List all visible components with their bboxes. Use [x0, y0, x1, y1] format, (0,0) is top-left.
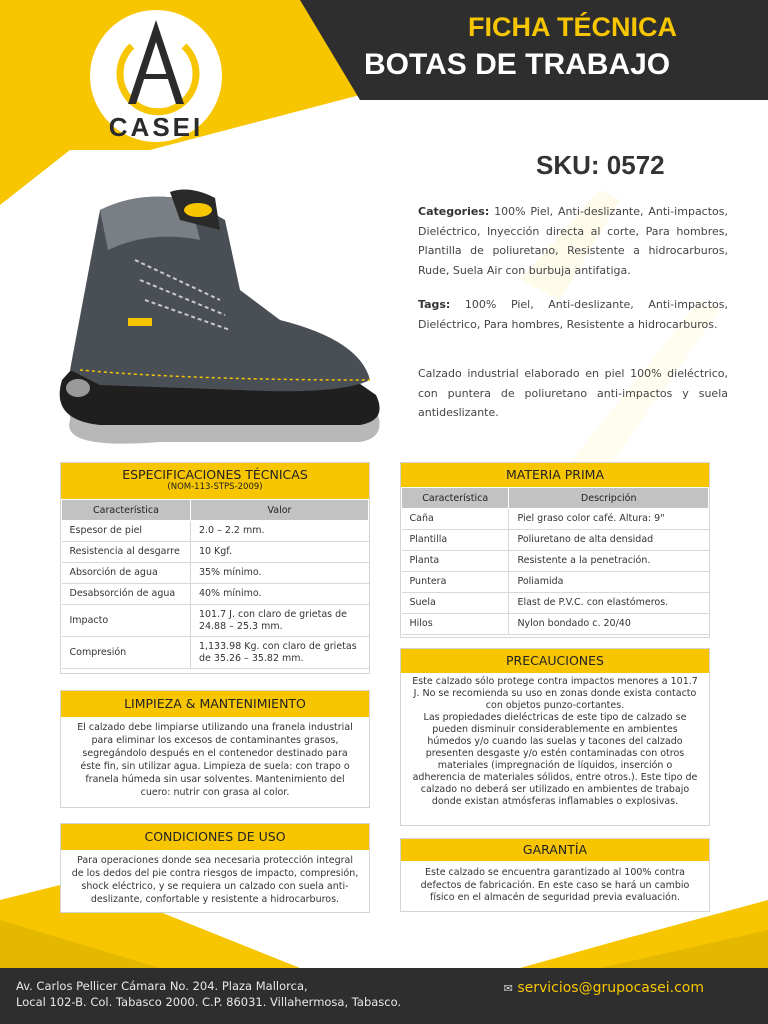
table-cell: Suela [402, 593, 509, 614]
materials-title: MATERIA PRIMA [401, 463, 709, 487]
table-cell: Resistencia al desgarre [62, 542, 191, 563]
tags-paragraph [418, 295, 728, 334]
casei-logo [88, 8, 224, 158]
table-row [402, 551, 709, 572]
footer-email[interactable] [504, 980, 704, 996]
precautions-title: PRECAUCIONES [401, 649, 709, 673]
materials-col-characteristic: Característica [402, 488, 509, 509]
precautions-section [400, 648, 710, 826]
table-row [402, 530, 709, 551]
materials-col-description: Descripción [509, 488, 709, 509]
table-cell: Elast de P.V.C. con elastómeros. [509, 593, 709, 614]
usage-text: Para operaciones donde sea necesaria protección integral de los dedos del pie contra riesgos de impacto, compresión, shock eléctrico, y se requiera un calzado con suela anti-deslizante, confortable y resistente a hidrocarburos. [71, 855, 359, 905]
warranty-text: Este calzado se encuentra garantizado al 100% contra defectos de fabricación. En este caso se hará un cambio físico en el almacén de seguridad previa evaluación. [420, 867, 690, 903]
table-cell: Nylon bondado c. 20/40 [509, 614, 709, 635]
sku-label: SKU: 0572 [536, 150, 665, 180]
table-cell: 40% mínimo. [190, 584, 368, 605]
table-cell: 35% mínimo. [190, 563, 368, 584]
specs-title: ESPECIFICACIONES TÉCNICAS [122, 467, 308, 482]
address-line-2: Local 102-B. Col. Tabasco 2000. C.P. 86031. Villahermosa, Tabasco. [16, 995, 402, 1009]
table-cell: Plantilla [402, 530, 509, 551]
tags-text: 100% Piel, Anti-deslizante, Anti-impactos, Dieléctrico, Para hombres, Resistente a hidrocarburos. [418, 298, 728, 331]
materials-table [401, 487, 709, 635]
table-cell: Espesor de piel [62, 521, 191, 542]
specs-col-value: Valor [190, 500, 368, 521]
specs-norm: (NOM-113-STPS-2009) [167, 482, 263, 492]
specs-header [61, 463, 369, 499]
table-cell: 1,133.98 Kg. con claro de grietas de 35.26 – 35.82 mm. [190, 637, 368, 669]
table-row [402, 509, 709, 530]
cleaning-text: El calzado debe limpiarse utilizando una franela industrial para eliminar los excesos de contaminantes grasos, segregándolo después en el contenedor destinado para éste fin, sin utilizar agua. Limpieza de suela: con trapo o franela húmeda sin usar solventes. Mantenimiento del cuero: nutrir con grasa al color. [77, 722, 353, 798]
email-text: servicios@grupocasei.com [517, 980, 704, 996]
header-title: FICHA TÉCNICA [468, 12, 677, 42]
footer-address [16, 978, 401, 1010]
table-row [62, 605, 369, 637]
table-cell: Poliamida [509, 572, 709, 593]
header-subtitle: BOTAS DE TRABAJO [364, 48, 671, 81]
categories-label: Categories: [418, 205, 490, 218]
table-cell: Poliuretano de alta densidad [509, 530, 709, 551]
table-row [62, 637, 369, 669]
specs-section [60, 462, 370, 674]
table-row [62, 563, 369, 584]
logo-text: CASEI [108, 112, 204, 142]
warranty-title: GARANTÍA [401, 839, 709, 861]
warranty-section [400, 838, 710, 912]
precautions-text-2: Las propiedades dieléctricas de este tipo de calzado se pueden disminuir considerablemente en ambientes húmedos y/o cuando las suelas y tacones del calzado presenten desgaste y/o estén contaminadas con otros materiales (impregnación de líquidos, inserción o adherencia de materiales sólidos, entre otros.). Este tipo de calzado no deberá ser utilizado en ambientes de trabajo donde existan atmósferas inflamables o explosivas. [412, 712, 698, 807]
table-cell: 2.0 – 2.2 mm. [190, 521, 368, 542]
specs-table [61, 499, 369, 669]
usage-title: CONDICIONES DE USO [61, 824, 369, 850]
tags-label: Tags: [418, 298, 451, 311]
table-cell: Caña [402, 509, 509, 530]
table-cell: Compresión [62, 637, 191, 669]
table-row [402, 572, 709, 593]
usage-section [60, 823, 370, 913]
boot-image [40, 180, 390, 452]
cleaning-title: LIMPIEZA & MANTENIMIENTO [61, 691, 369, 717]
address-line-1: Av. Carlos Pellicer Cámara No. 204. Plaza Mallorca, [16, 979, 308, 993]
table-row [402, 593, 709, 614]
table-row [62, 521, 369, 542]
envelope-icon: ✉ [503, 982, 513, 995]
categories-paragraph [418, 202, 728, 280]
table-cell: 10 Kgf. [190, 542, 368, 563]
cleaning-section [60, 690, 370, 808]
categories-text: 100% Piel, Anti-deslizante, Anti-impactos, Dieléctrico, Inyección directa al corte, Para hombres, Plantilla de poliuretano, Resistente a hidrocarburos, Rude, Suela Air con burbuja antifatiga. [418, 205, 728, 277]
materials-section [400, 462, 710, 638]
table-cell: Desabsorción de agua [62, 584, 191, 605]
table-cell: Impacto [62, 605, 191, 637]
footer [0, 968, 768, 1024]
table-cell: Puntera [402, 572, 509, 593]
table-row [62, 584, 369, 605]
table-cell: Piel graso color café. Altura: 9" [509, 509, 709, 530]
table-cell: Absorción de agua [62, 563, 191, 584]
specs-col-characteristic: Característica [62, 500, 191, 521]
table-cell: Planta [402, 551, 509, 572]
table-row [62, 542, 369, 563]
table-row [402, 614, 709, 635]
table-cell: Resistente a la penetración. [509, 551, 709, 572]
table-cell: 101.7 J. con claro de grietas de 24.88 – 25.3 mm. [190, 605, 368, 637]
precautions-text-1: Este calzado sólo protege contra impactos menores a 101.7 J. No se recomienda su uso en zonas donde exista contacto con objetos punzo-cortantes. [412, 676, 698, 711]
description-paragraph: Calzado industrial elaborado en piel 100% dieléctrico, con puntera de poliuretano anti-impactos y suela antideslizante. [418, 367, 728, 419]
table-cell: Hilos [402, 614, 509, 635]
